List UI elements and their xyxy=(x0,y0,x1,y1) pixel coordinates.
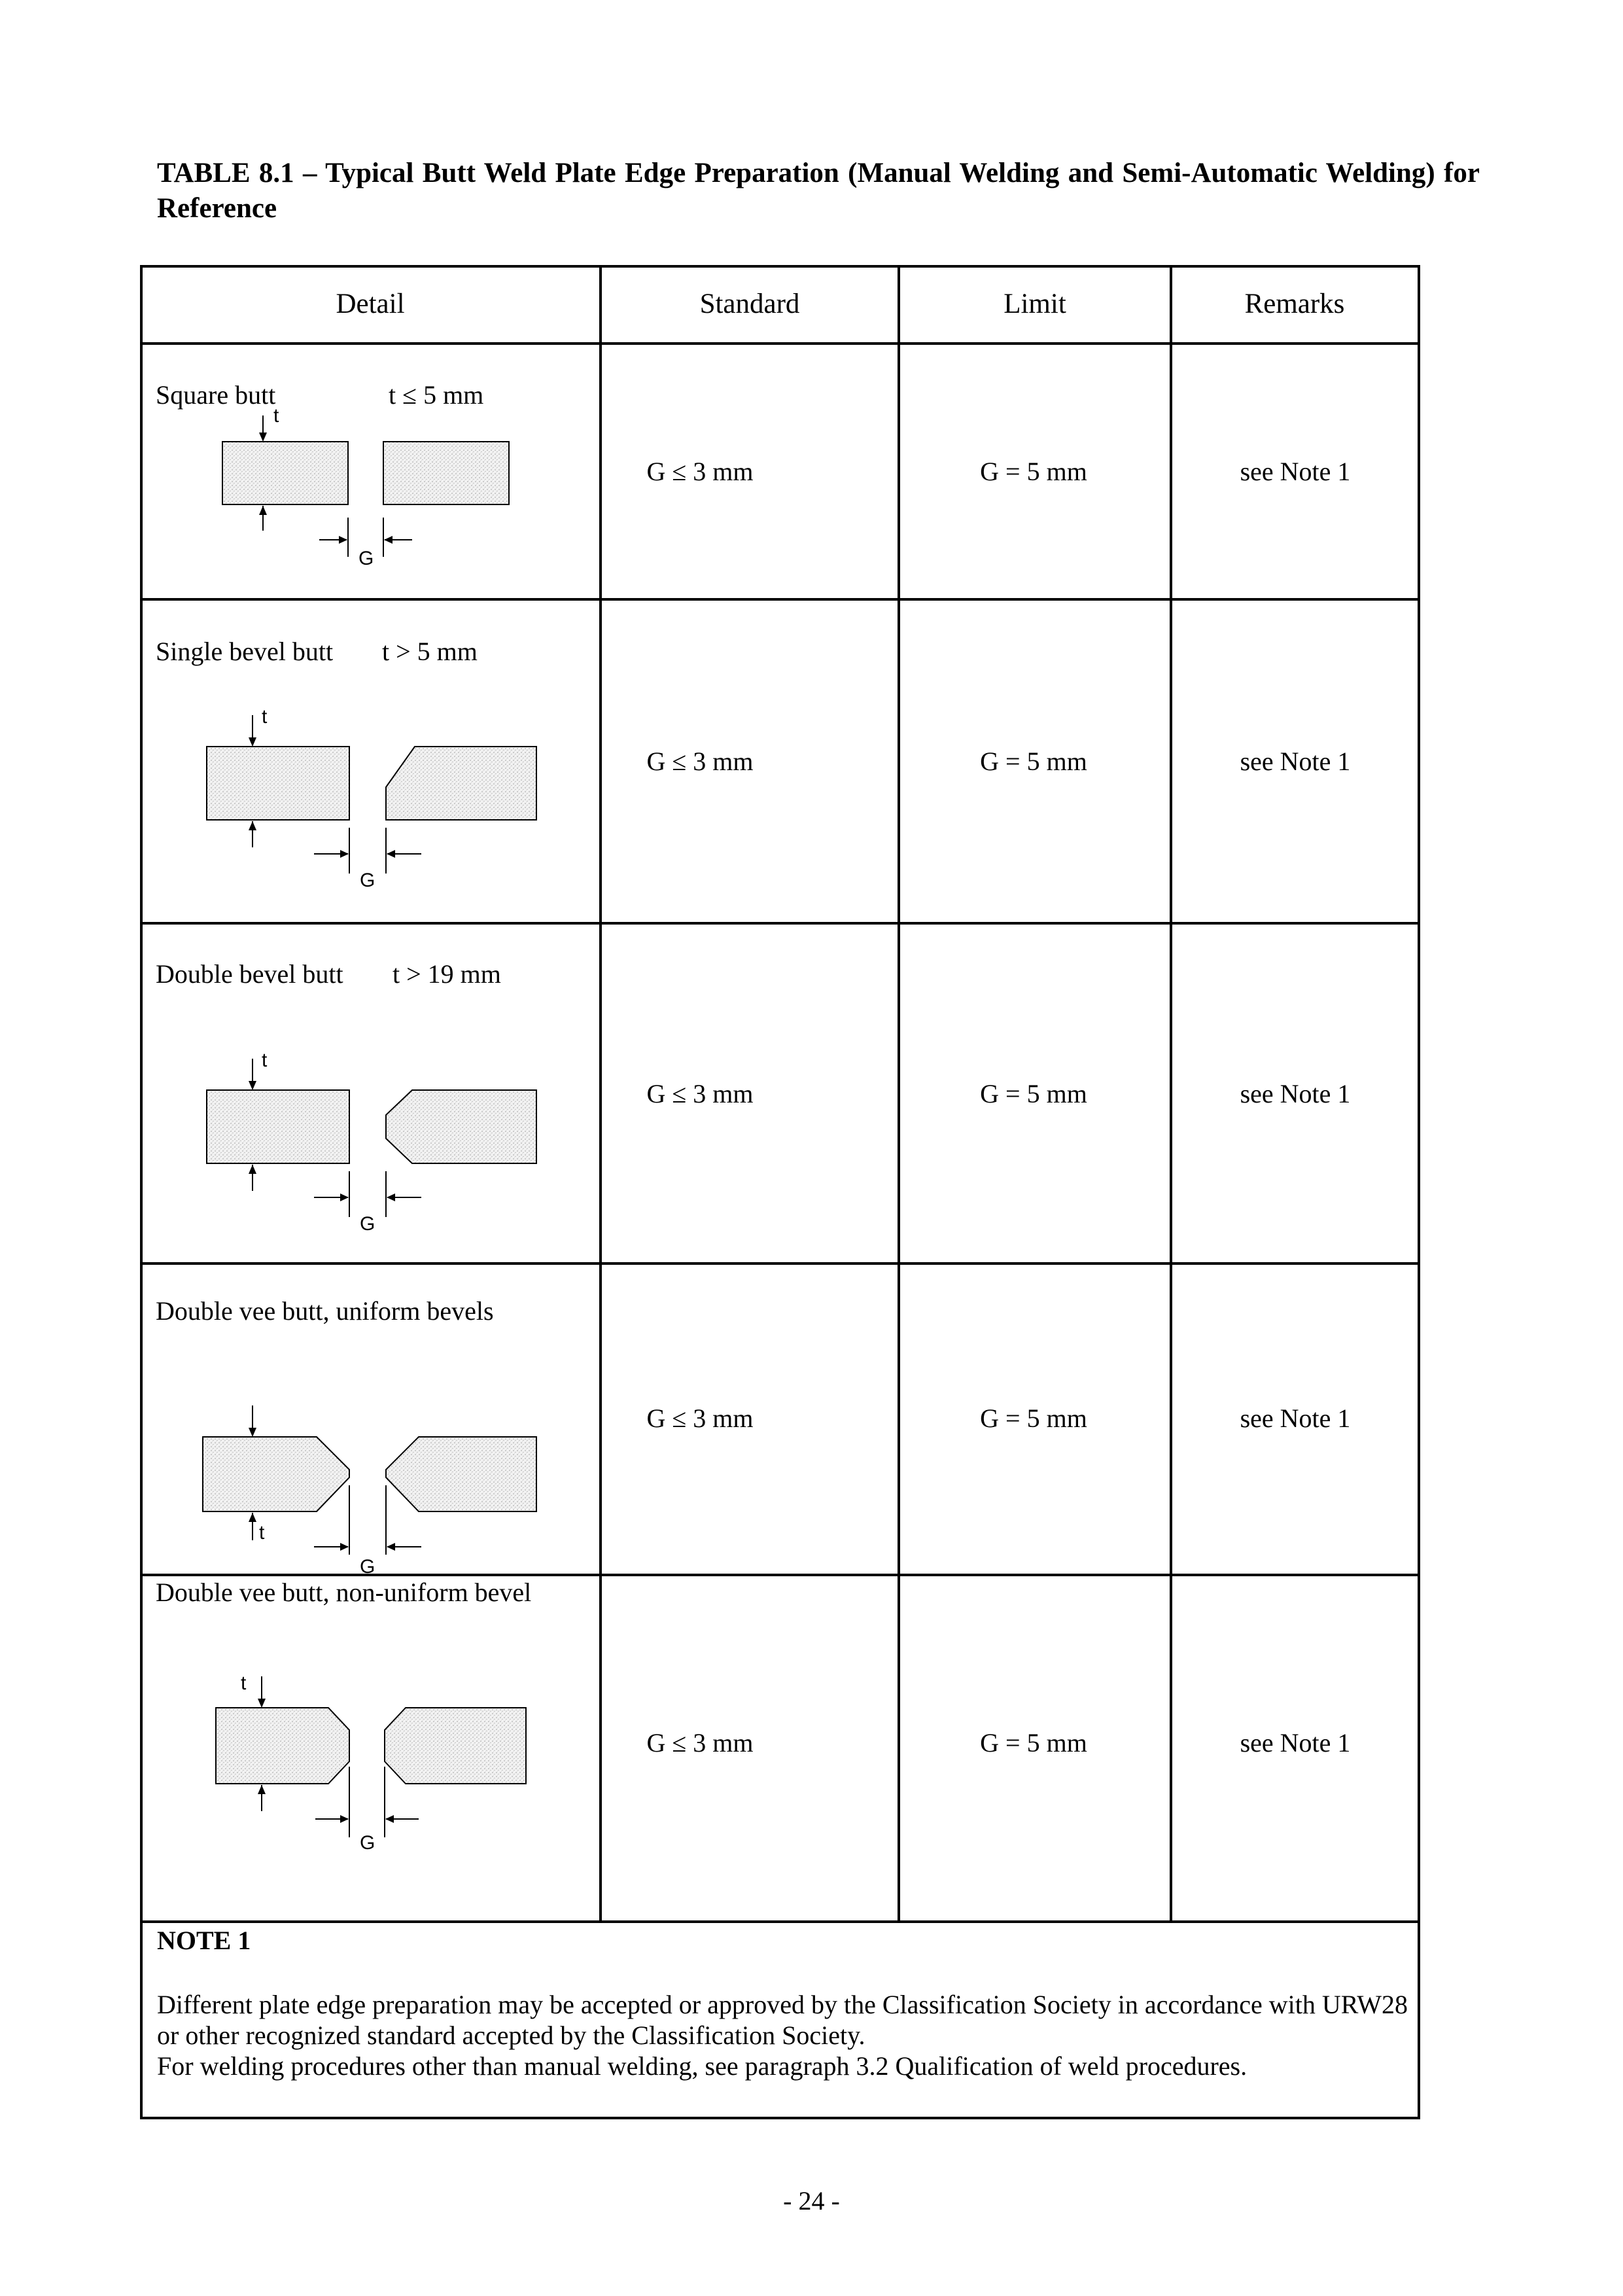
double-vee-uniform-diagram xyxy=(183,1387,550,1587)
standard-value: G ≤ 3 mm xyxy=(646,1404,754,1433)
gap-label: G xyxy=(358,548,374,569)
header-remarks: Remarks xyxy=(1244,289,1345,319)
thickness-label: t xyxy=(262,1050,268,1071)
row-thickness: t ≤ 5 mm xyxy=(389,380,484,410)
remarks-value: see Note 1 xyxy=(1240,1728,1351,1757)
row-divider xyxy=(140,1920,1420,1923)
limit-value: G = 5 mm xyxy=(980,747,1087,776)
header-limit: Limit xyxy=(1003,289,1066,319)
row-divider xyxy=(140,342,1420,345)
header-standard: Standard xyxy=(699,289,800,319)
row-thickness: t > 5 mm xyxy=(382,637,478,666)
square-butt-diagram xyxy=(196,402,536,576)
column-divider xyxy=(1170,265,1172,1922)
table-border-top xyxy=(140,265,1420,268)
row-label: Double vee butt, non-uniform bevel xyxy=(156,1578,532,1607)
table-border-bottom xyxy=(140,2117,1420,2119)
standard-value: G ≤ 3 mm xyxy=(646,747,754,776)
row-divider xyxy=(140,1262,1420,1265)
row-label: Single bevel butt xyxy=(156,637,334,666)
single-bevel-butt-diagram xyxy=(183,697,550,896)
thickness-label: t xyxy=(273,405,279,427)
gap-label: G xyxy=(360,1832,375,1854)
table-border-left xyxy=(140,265,143,2119)
standard-value: G ≤ 3 mm xyxy=(646,457,754,486)
page-number: - 24 - xyxy=(783,2186,840,2216)
thickness-label: t xyxy=(241,1672,247,1694)
column-divider xyxy=(898,265,900,1922)
header-detail: Detail xyxy=(336,289,405,319)
standard-value: G ≤ 3 mm xyxy=(646,1079,754,1108)
gap-label: G xyxy=(360,1213,375,1235)
row-label: Double vee butt, uniform bevels xyxy=(156,1296,494,1326)
remarks-value: see Note 1 xyxy=(1240,1079,1351,1108)
remarks-value: see Note 1 xyxy=(1240,747,1351,776)
standard-value: G ≤ 3 mm xyxy=(646,1728,754,1757)
row-divider xyxy=(140,598,1420,601)
gap-label: G xyxy=(360,1556,375,1578)
table-title: TABLE 8.1 – Typical Butt Weld Plate Edge Preparation (Manual Welding and Semi-Automatic Welding) for Reference xyxy=(157,158,1480,224)
row-divider xyxy=(140,922,1420,925)
limit-value: G = 5 mm xyxy=(980,1404,1087,1433)
table-border-right xyxy=(1418,265,1420,2119)
thickness-label: t xyxy=(259,1522,265,1544)
limit-value: G = 5 mm xyxy=(980,1079,1087,1108)
double-vee-nonuniform-diagram xyxy=(190,1662,543,1862)
limit-value: G = 5 mm xyxy=(980,1728,1087,1757)
double-bevel-butt-diagram xyxy=(183,1040,550,1240)
limit-value: G = 5 mm xyxy=(980,457,1087,486)
gap-label: G xyxy=(360,870,375,891)
remarks-value: see Note 1 xyxy=(1240,457,1351,486)
note-paragraph: Different plate edge preparation may be accepted or approved by the Classification Society in accordance with URW28 or other recognized standard accepted by the Classification Society. xyxy=(157,1990,1408,2050)
remarks-value: see Note 1 xyxy=(1240,1404,1351,1433)
row-label: Double bevel butt xyxy=(156,959,343,989)
note-body xyxy=(157,1989,1408,2081)
thickness-label: t xyxy=(262,706,268,728)
row-thickness: t > 19 mm xyxy=(393,959,501,989)
note-title: NOTE 1 xyxy=(157,1926,251,1955)
row-label: Square butt xyxy=(156,380,276,410)
note-paragraph: For welding procedures other than manual welding, see paragraph 3.2 Qualification of weld procedures. xyxy=(157,2051,1248,2081)
